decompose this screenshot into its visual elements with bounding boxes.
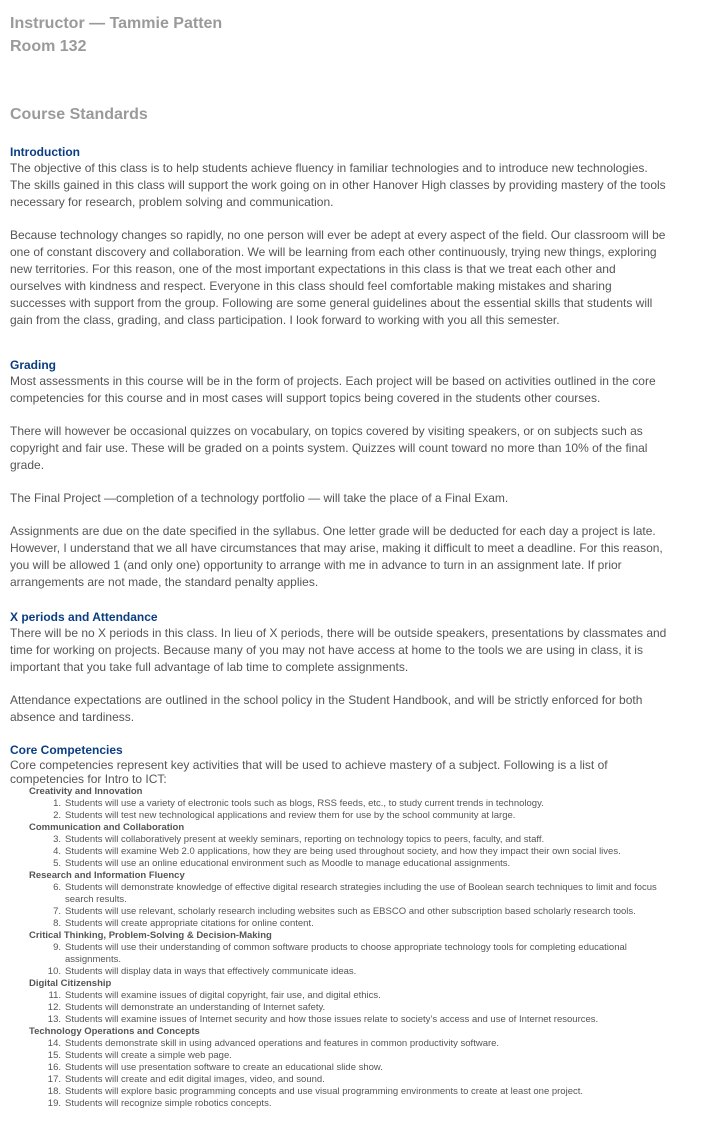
competency-number: 9.: [53, 942, 61, 953]
competency-group-title: Technology Operations and Concepts: [29, 1026, 200, 1037]
core-competencies-heading: Core Competencies: [10, 743, 123, 757]
competency-item: [10, 882, 670, 906]
room-number: Room 132: [10, 38, 87, 55]
competency-item: [10, 942, 670, 966]
competency-number: 17.: [47, 1074, 61, 1085]
competency-text: Students will create appropriate citations for online content.: [65, 918, 314, 929]
competency-text: Students will use an online educational environment such as Moodle to manage educational assignments.: [65, 858, 511, 869]
competency-number: 14.: [47, 1038, 61, 1049]
competency-text: Students will use their understanding of common software products to choose appropriate technology tools for completing educational assignments.: [65, 942, 627, 965]
competency-item: [10, 810, 670, 822]
competency-item: [10, 858, 670, 870]
competency-number: 6.: [53, 882, 61, 893]
competency-text: Students will use presentation software to create an educational slide show.: [65, 1062, 383, 1073]
grading-paragraph: There will however be occasional quizzes on vocabulary, on topics covered by visiting speakers, or on subjects such as copyright and fair use. These will be graded on a points system. Quizzes will count toward no more than 10% of the final grade.: [10, 424, 648, 472]
competency-text: Students will use relevant, scholarly research including websites such as EBSCO and other subscription based scholarly research tools.: [65, 906, 636, 917]
grading-paragraph: Assignments are due on the date specified in the syllabus. One letter grade will be deducted for each day a project is late. However, I understand that we all have circumstances that may arise, making it difficult to meet a deadline. For this reason, you will be allowed 1 (and only one) opportunity to arrange with me in advance to turn in an assignment late. If prior arrangements are not made, the standard penalty applies.: [10, 524, 663, 589]
competency-item: [10, 990, 670, 1002]
competency-number: 18.: [47, 1086, 61, 1097]
attendance-paragraph: Attendance expectations are outlined in the school policy in the Student Handbook, and will be strictly enforced for both absence and tardiness.: [10, 693, 643, 724]
competency-item: [10, 1062, 670, 1074]
grading-paragraph: The Final Project —completion of a technology portfolio — will take the place of a Final Exam.: [10, 491, 509, 505]
competency-item: [10, 1014, 670, 1026]
competency-group-title: Digital Citizenship: [29, 978, 112, 989]
competency-number: 15.: [47, 1050, 61, 1061]
competency-number: 1.: [53, 798, 61, 809]
page-title: Course Standards: [10, 106, 148, 123]
competency-item: [10, 834, 670, 846]
competency-text: Students will use a variety of electronic tools such as blogs, RSS feeds, etc., to study current trends in technology.: [65, 798, 544, 809]
competency-number: 5.: [53, 858, 61, 869]
competency-number: 2.: [53, 810, 61, 821]
competency-text: Students will examine issues of digital copyright, fair use, and digital ethics.: [65, 990, 381, 1001]
core-competencies-intro: Core competencies represent key activities that will be used to achieve mastery of a subject. Following is a list of competencies for Intro to ICT:: [10, 758, 608, 786]
competency-group-title: Critical Thinking, Problem-Solving & Decision-Making: [29, 930, 272, 941]
competency-text: Students will create and edit digital images, video, and sound.: [65, 1074, 325, 1085]
introduction-paragraph: The objective of this class is to help students achieve fluency in familiar technologies and to introduce new technologies. The skills gained in this class will support the work going on in other Hanover High classes by providing mastery of the tools necessary for research, problem solving and communication.: [10, 161, 666, 209]
competency-number: 19.: [47, 1098, 61, 1109]
competency-text: Students will create a simple web page.: [65, 1050, 232, 1061]
competency-list: [10, 786, 670, 1110]
competency-item: [10, 966, 670, 978]
competency-text: Students will collaboratively present at weekly seminars, reporting on technology topics to peers, faculty, and staff.: [65, 834, 545, 845]
competency-number: 10.: [47, 966, 61, 977]
instructor-name: Instructor — Tammie Patten: [10, 15, 223, 32]
competency-text: Students will examine issues of Internet security and how those issues relate to society’s access and use of Internet resources.: [65, 1014, 599, 1025]
competency-number: 8.: [53, 918, 61, 929]
competency-number: 11.: [48, 990, 61, 1001]
grading-heading: Grading: [10, 358, 57, 372]
competency-text: Students will examine Web 2.0 applications, how they are being used throughout society, and how they impact their own social lives.: [65, 846, 621, 857]
competency-group-title: Research and Information Fluency: [29, 870, 185, 881]
attendance-paragraph: There will be no X periods in this class. In lieu of X periods, there will be outside speakers, presentations by classmates and time for working on projects. Because many of you may not have access at home to the tools we are using in class, it is important that you take full advantage of lab time to complete assignments.: [10, 626, 667, 674]
competency-item: [10, 918, 670, 930]
page: [10, 12, 670, 1110]
competency-group-title: Creativity and Innovation: [29, 786, 143, 797]
competency-number: 16.: [47, 1062, 61, 1073]
introduction-heading: Introduction: [10, 145, 80, 159]
competency-item: [10, 906, 670, 918]
competency-number: 4.: [53, 846, 61, 857]
competency-item: [10, 1098, 670, 1110]
competency-item: [10, 1086, 670, 1098]
competency-group-title: Communication and Collaboration: [29, 822, 185, 833]
attendance-heading: X periods and Attendance: [10, 610, 158, 624]
competency-text: Students will demonstrate knowledge of effective digital research strategies including the use of Boolean search techniques to limit and focus search results.: [65, 882, 657, 905]
grading-paragraph: Most assessments in this course will be in the form of projects. Each project will be based on activities outlined in the core competencies for this course and in most cases will support topics being covered in the students other courses.: [10, 374, 656, 405]
competency-item: [10, 1050, 670, 1062]
competency-number: 12.: [47, 1002, 61, 1013]
competency-item: [10, 1002, 670, 1014]
introduction-paragraph: Because technology changes so rapidly, no one person will ever be adept at every aspect of the field. Our classroom will be one of constant discovery and collaboration. We will be learning from each other continuously, trying new things, exploring new territories. For this reason, one of the most important expectations in this class is that we treat each other and ourselves with kindness and respect. Everyone in this class should feel comfortable making mistakes and sharing successes with support from the group. Following are some general guidelines about the essential skills that students will gain from the class, grading, and class participation. I look forward to working with you all this semester.: [10, 228, 666, 327]
competency-item: [10, 798, 670, 810]
competency-text: Students will recognize simple robotics concepts.: [65, 1098, 272, 1109]
competency-text: Students will test new technological applications and review them for use by the school community at large.: [65, 810, 516, 821]
competency-number: 3.: [53, 834, 61, 845]
competency-text: Students will explore basic programming concepts and use visual programming environments to create at least one project.: [65, 1086, 584, 1097]
competency-number: 13.: [47, 1014, 61, 1025]
competency-text: Students will display data in ways that effectively communicate ideas.: [65, 966, 357, 977]
competency-number: 7.: [53, 906, 61, 917]
competency-text: Students will demonstrate an understanding of Internet safety.: [65, 1002, 326, 1013]
competency-item: [10, 1038, 670, 1050]
competency-item: [10, 846, 670, 858]
competency-text: Students demonstrate skill in using advanced operations and features in common productivity software.: [65, 1038, 500, 1049]
competency-item: [10, 1074, 670, 1086]
